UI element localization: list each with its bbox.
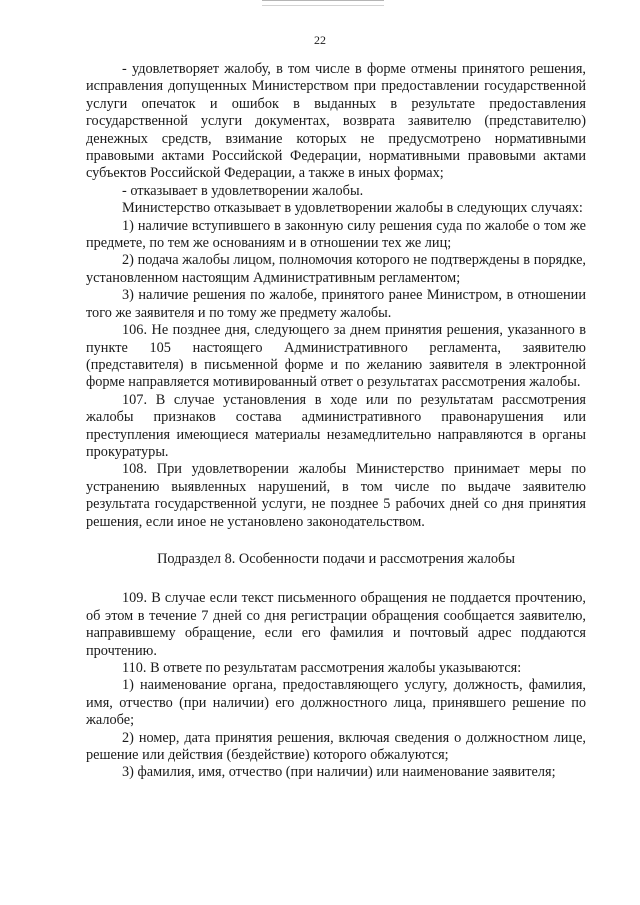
paragraph: 110. В ответе по результатам рассмотрения жалобы указываются: [122, 660, 522, 676]
paragraph: 2) подача жалобы лицом, полномочия которого не подтверждены в порядке, установленном настоящим Административным регламентом; [86, 252, 586, 286]
paragraph: 3) наличие решения по жалобе, принятого ранее Министром, в отношении того же заявителя и по тому же предмету жалобы. [86, 287, 586, 321]
paragraph: 1) наименование органа, предоставляющего услугу, должность, фамилия, имя, отчество (при наличии) его должностного лица, принявшего решение по жалобе; [86, 677, 586, 729]
paragraph: 3) фамилия, имя, отчество (при наличии) или наименование заявителя; [122, 764, 556, 781]
paragraph: Министерство отказывает в удовлетворении жалобы в следующих случаях: [122, 200, 583, 217]
paragraph: - удовлетворяет жалобу, в том числе в форме отмены принятого решения, исправления допущенных Министерством при предоставлении государственной услуги опечаток и ошибок в выданных в результате предоставления государственной услуги документах, возврата заявителю (представителю) денежных средств, взимание которых не предусмотрено нормативными правовыми актами Российской Федерации, нормативными правовыми актами субъектов Российской Федерации, а также в иных формах; [86, 61, 586, 182]
paragraph: 107. В случае установления в ходе или по результатам рассмотрения жалобы признаков состава административного правонарушения или преступления имеющиеся материалы незамедлительно направляются в органы прокуратуры. [86, 391, 586, 460]
section-heading: Подраздел 8. Особенности подачи и рассмотрения жалобы [157, 550, 515, 567]
paragraph: 109. В случае если текст письменного обращения не поддается прочтению, об этом в течение 7 дней со дня регистрации обращения сообщается заявителю, направившему обращение, если его фамилия и почтовый адрес поддаются прочтению. [86, 590, 586, 659]
page-number: 22 [314, 33, 326, 47]
paragraph: 106. Не позднее дня, следующего за днем принятия решения, указанного в пункте 105 настоящего Административного регламента, заявителю (представителя) в письменной форме и по желанию заявителя в электронной форме направляется мотивированный ответ о результатах рассмотрения жалобы. [86, 322, 586, 391]
document-body [86, 61, 586, 782]
paragraph: 2) номер, дата принятия решения, включая сведения о должностном лице, решение или действия (бездействие) которого обжалуются; [86, 729, 586, 764]
paragraph: - отказывает в удовлетворении жалобы. [122, 182, 364, 199]
paragraph: 1) наличие вступившего в законную силу решения суда по жалобе о том же предмете, по тем же основаниям и в отношении тех же лиц; [86, 217, 586, 252]
paragraph: 108. При удовлетворении жалобы Министерство принимает меры по устранению выявленных нарушений, в том числе по выдаче заявителю результата государственной услуги, не позднее 5 рабочих дней со дня принятия решения, если иное не установлено законодательством. [86, 461, 586, 530]
page-top-mark [262, 0, 384, 6]
